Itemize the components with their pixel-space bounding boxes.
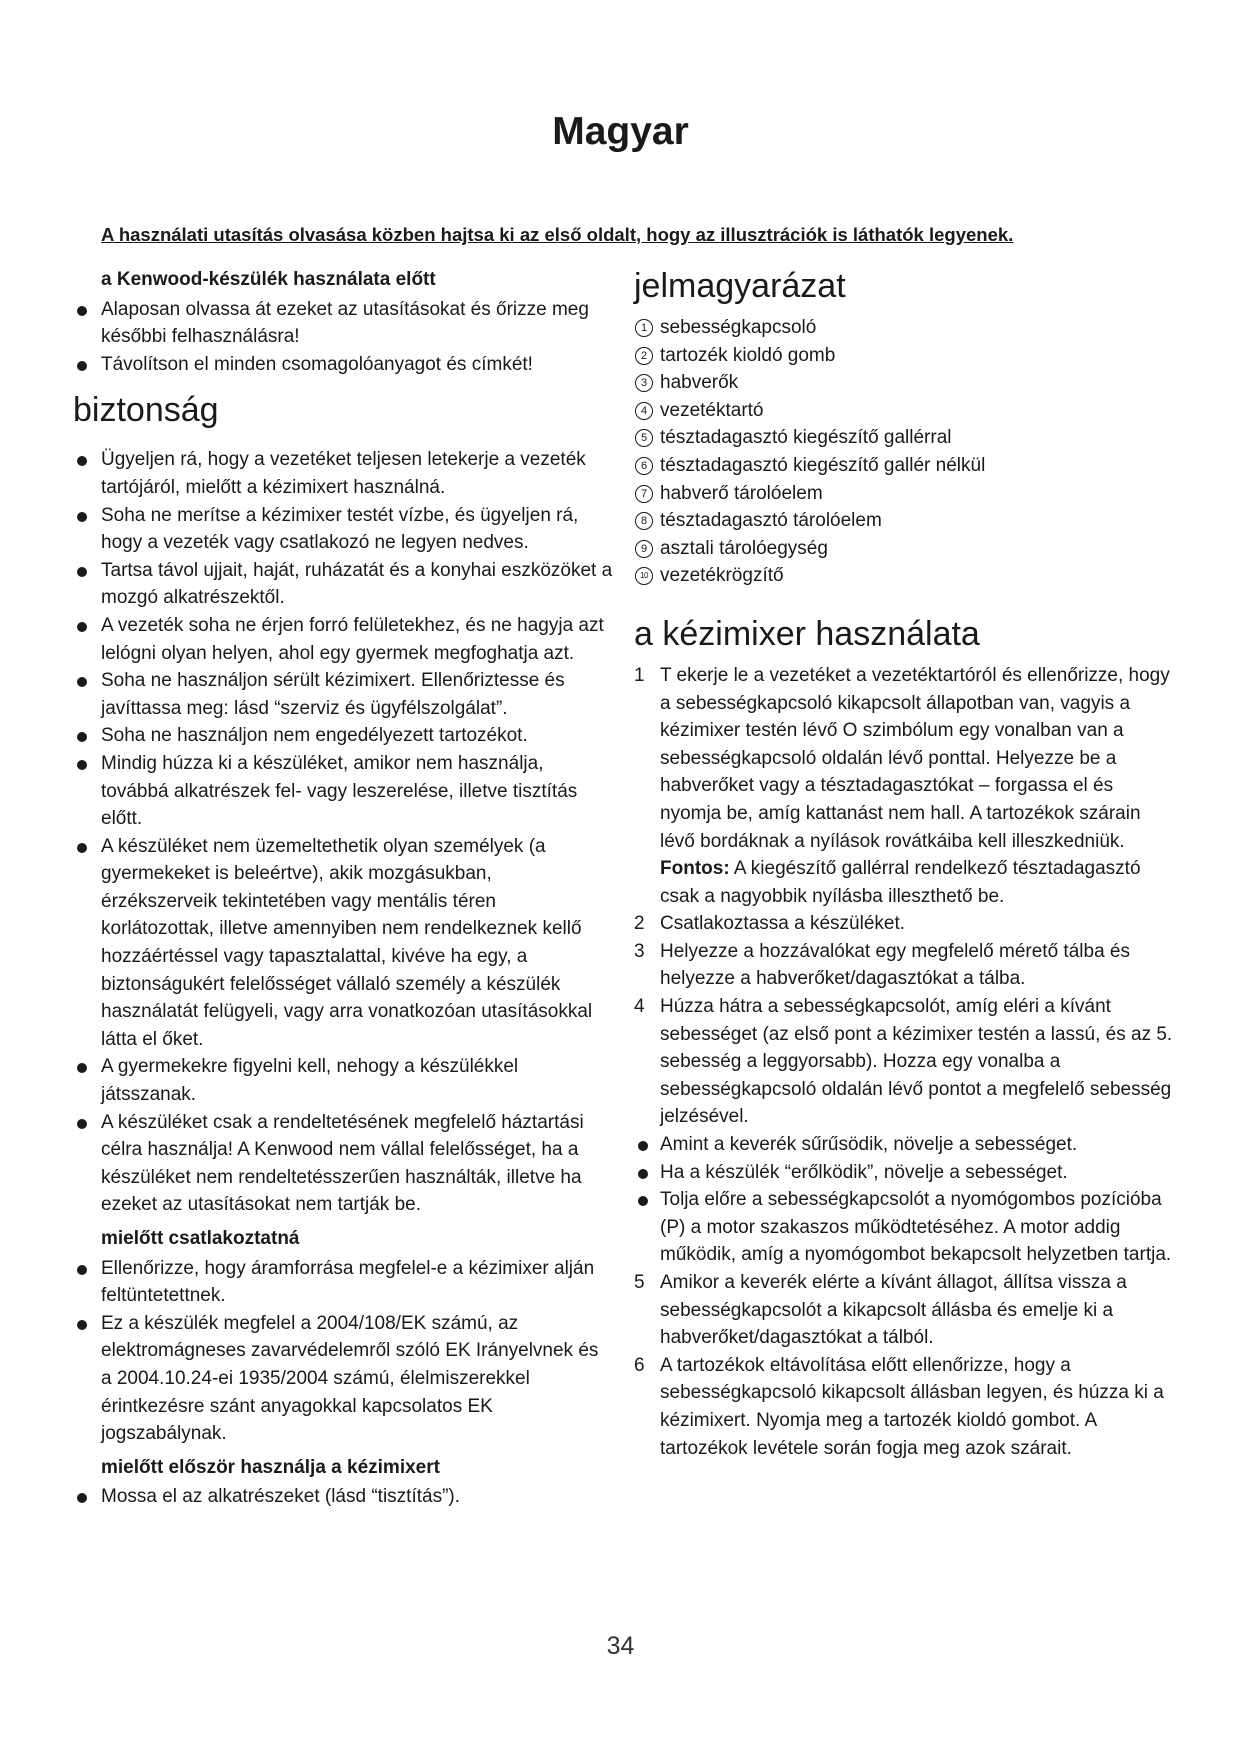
before-connect-heading: mielőtt csatlakoztatná xyxy=(101,1228,300,1249)
legend-label: vezetéktartó xyxy=(660,399,764,421)
legend-item xyxy=(634,424,1174,452)
legend-item xyxy=(634,342,1174,370)
legend-item xyxy=(634,369,1174,397)
bullet-item: Amint a keverék sűrűsödik, növelje a sebességet. xyxy=(634,1131,1174,1159)
circled-number-icon: 9 xyxy=(635,540,653,558)
legend-item xyxy=(634,314,1174,342)
fold-out-notice: A használati utasítás olvasása közben hajtsa ki az első oldalt, hogy az illusztrációk is láthatók legyenek. xyxy=(101,224,1014,245)
list-item: A vezeték soha ne érjen forró felületekhez, és ne hagyja azt lelógni olyan helyen, ahol egy gyermek megfoghatja azt. xyxy=(73,612,613,667)
step-item xyxy=(634,938,1174,993)
step-item xyxy=(634,910,1174,938)
circled-number-icon: 7 xyxy=(635,485,653,503)
before-use-heading: a Kenwood-készülék használata előtt xyxy=(101,269,436,290)
step-text: Helyezze a hozzávalókat egy megfelelő mérető tálba és helyezze a habverőket/dagasztókat a tálba. xyxy=(660,940,1130,990)
legend-label: tésztadagasztó tárolóelem xyxy=(660,510,882,532)
circled-number-icon: 6 xyxy=(635,457,653,475)
step-text: Húzza hátra a sebességkapcsolót, amíg eléri a kívánt sebességet (az első pont a kézimixer testén a lassú, és az 5. sebesség a leggyorsabb). Hozza egy vonalba a sebességkapcsoló oldalán lévő pontot a megfelelő sebesség jelzésével. xyxy=(660,996,1173,1128)
legend-label: habverő tárolóelem xyxy=(660,482,823,504)
step-number: 4 xyxy=(634,996,645,1018)
list-item: Soha ne merítse a kézimixer testét vízbe, és ügyeljen rá, hogy a vezeték vagy csatlakozó ne legyen nedves. xyxy=(73,502,613,557)
bullet-item: Ha a készülék “erőlködik”, növelje a sebességet. xyxy=(634,1159,1174,1187)
list-item: Mindig húzza ki a készüléket, amikor nem használja, továbbá alkatrészek fel- vagy leszerelése, illetve tisztítás előtt. xyxy=(73,750,613,833)
usage-heading: a kézimixer használata xyxy=(634,614,980,653)
list-item: Soha ne használjon sérült kézimixert. Ellenőriztesse és javíttassa meg: lásd “szerviz és ügyfélszolgálat”. xyxy=(73,667,613,722)
before-connect-list xyxy=(73,1255,613,1448)
bullet-item: Tolja előre a sebességkapcsolót a nyomógombos pozícióba (P) a motor szakaszos működtetéséhez. A motor addig működik, amíg a nyomógombot bekapcsolt helyzetben tartja. xyxy=(634,1186,1174,1269)
legend-list xyxy=(634,314,1174,590)
usage-steps xyxy=(634,662,1174,1462)
legend-label: tésztadagasztó kiegészítő gallérral xyxy=(660,427,952,449)
important-text: A kiegészítő gallérral rendelkező tésztadagasztó csak a nagyobbik nyílásba illeszthető be. xyxy=(660,858,1141,907)
first-use-heading: mielőtt először használja a kézimixert xyxy=(101,1456,440,1478)
list-item: A készüléket csak a rendeltetésének megfelelő háztartási célra használja! A Kenwood nem vállal felelősséget, ha a készüléket nem rendeltetésszerűen használták, illetve ha ezeket az utasításokat nem tartják be. xyxy=(73,1109,613,1219)
step-item xyxy=(634,662,1174,910)
circled-number-icon: 3 xyxy=(635,374,653,392)
legend-label: tésztadagasztó kiegészítő gallér nélkül xyxy=(660,454,986,476)
legend-heading: jelmagyarázat xyxy=(634,267,846,305)
important-label: Fontos: xyxy=(660,858,730,880)
circled-number-icon: 8 xyxy=(635,512,653,530)
list-item: Ellenőrizze, hogy áramforrása megfelel-e a kézimixer alján feltüntetettnek. xyxy=(73,1255,613,1310)
legend-item xyxy=(634,397,1174,425)
step-number: 6 xyxy=(634,1354,645,1376)
list-item: A készüléket nem üzemeltethetik olyan személyek (a gyermekeket is beleértve), akik mozgásukban, érzékszerveik tekintetében vagy mentális téren korlátozottak, illetve amennyiben nem rendelkeznek kellő hozzáértéssel vagy tapasztalattal, kivéve ha egy, a biztonságukért felelősséget vállaló személy a készülék használatát felügyeli, vagy arra vonatkozóan utasításokkal látta el őket. xyxy=(73,833,613,1054)
list-item: Mossa el az alkatrészeket (lásd “tisztítás”). xyxy=(73,1483,613,1511)
circled-number-icon: 2 xyxy=(635,347,653,365)
step-text: Csatlakoztassa a készüléket. xyxy=(660,913,906,935)
list-item: Ez a készülék megfelel a 2004/108/EK számú, az elektromágneses zavarvédelemről szóló EK Irányelvnek és a 2004.10.24-ei 1935/2004 számú, élelmiszerekkel érintkezésre szánt anyagokkal kapcsolatos EK jogszabálynak. xyxy=(73,1310,613,1448)
legend-label: vezetékrögzítő xyxy=(660,565,784,587)
legend-item xyxy=(634,535,1174,563)
left-column xyxy=(73,266,613,1515)
step-item xyxy=(634,993,1174,1131)
before-use-list xyxy=(73,296,613,379)
legend-label: sebességkapcsoló xyxy=(660,317,817,338)
legend-item xyxy=(634,562,1174,590)
page-number: 34 xyxy=(606,1632,635,1660)
legend-label: habverők xyxy=(660,372,739,394)
circled-number-icon: 10 xyxy=(635,567,653,585)
list-item: A gyermekekre figyelni kell, nehogy a készülékkel játsszanak. xyxy=(73,1053,613,1108)
step-item xyxy=(634,1352,1174,1462)
circled-number-icon: 1 xyxy=(635,319,653,337)
first-use-list xyxy=(73,1483,613,1511)
legend-item xyxy=(634,480,1174,508)
list-item: Ügyeljen rá, hogy a vezetéket teljesen letekerje a vezeték tartójáról, mielőtt a kézimixert használná. xyxy=(73,446,613,501)
legend-item xyxy=(634,507,1174,535)
step-text: Amikor a keverék elérte a kívánt állagot, állítsa vissza a sebességkapcsolót a kikapcsolt állásba és emelje ki a habverőket/dagasztókat a tálból. xyxy=(660,1272,1127,1349)
list-item: Soha ne használjon nem engedélyezett tartozékot. xyxy=(73,722,613,750)
step-text: T ekerje le a vezetéket a vezetéktartóról és ellenőrizze, hogy a sebességkapcsoló kikapcsolt állapotban van, vagyis a kézimixer testén lévő O szimbólum egy vonalban van a sebességkapcsoló oldalán lévő ponttal. Helyezze be a habverőket vagy a tésztadagasztókat – forgassa el és nyomja be, amíg kattanást nem hall. A tartozékok szárain lévő bordáknak a nyílások rovátkáiba kell illeszkedniük. xyxy=(660,664,1170,852)
list-item: Alaposan olvassa át ezeket az utasításokat és őrizze meg későbbi felhasználásra! xyxy=(73,296,613,351)
right-column xyxy=(634,266,1174,1462)
step-number: 3 xyxy=(634,940,645,962)
safety-list xyxy=(73,446,613,1219)
legend-label: asztali tárolóegység xyxy=(660,537,828,559)
step-text: A tartozékok eltávolítása előtt ellenőrizze, hogy a sebességkapcsoló kikapcsolt állásban legyen, és húzza ki a kézimixert. Nyomja meg a tartozék kioldó gombot. A tartozékok levétele során fogja meg azok szárait. xyxy=(660,1354,1164,1459)
step-number: 1 xyxy=(634,664,645,686)
step-number: 5 xyxy=(634,1272,645,1293)
circled-number-icon: 5 xyxy=(635,429,653,447)
step-number: 2 xyxy=(634,913,645,935)
legend-item xyxy=(634,452,1174,480)
list-item: Távolítson el minden csomagolóanyagot és címkét! xyxy=(73,351,613,379)
page-title: Magyar xyxy=(552,110,689,153)
list-item: Tartsa távol ujjait, haját, ruházatát és a konyhai eszközöket a mozgó alkatrészektől. xyxy=(73,557,613,612)
legend-label: tartozék kioldó gomb xyxy=(660,344,836,366)
safety-heading: biztonság xyxy=(73,391,219,430)
step-item xyxy=(634,1269,1174,1352)
circled-number-icon: 4 xyxy=(635,402,653,420)
